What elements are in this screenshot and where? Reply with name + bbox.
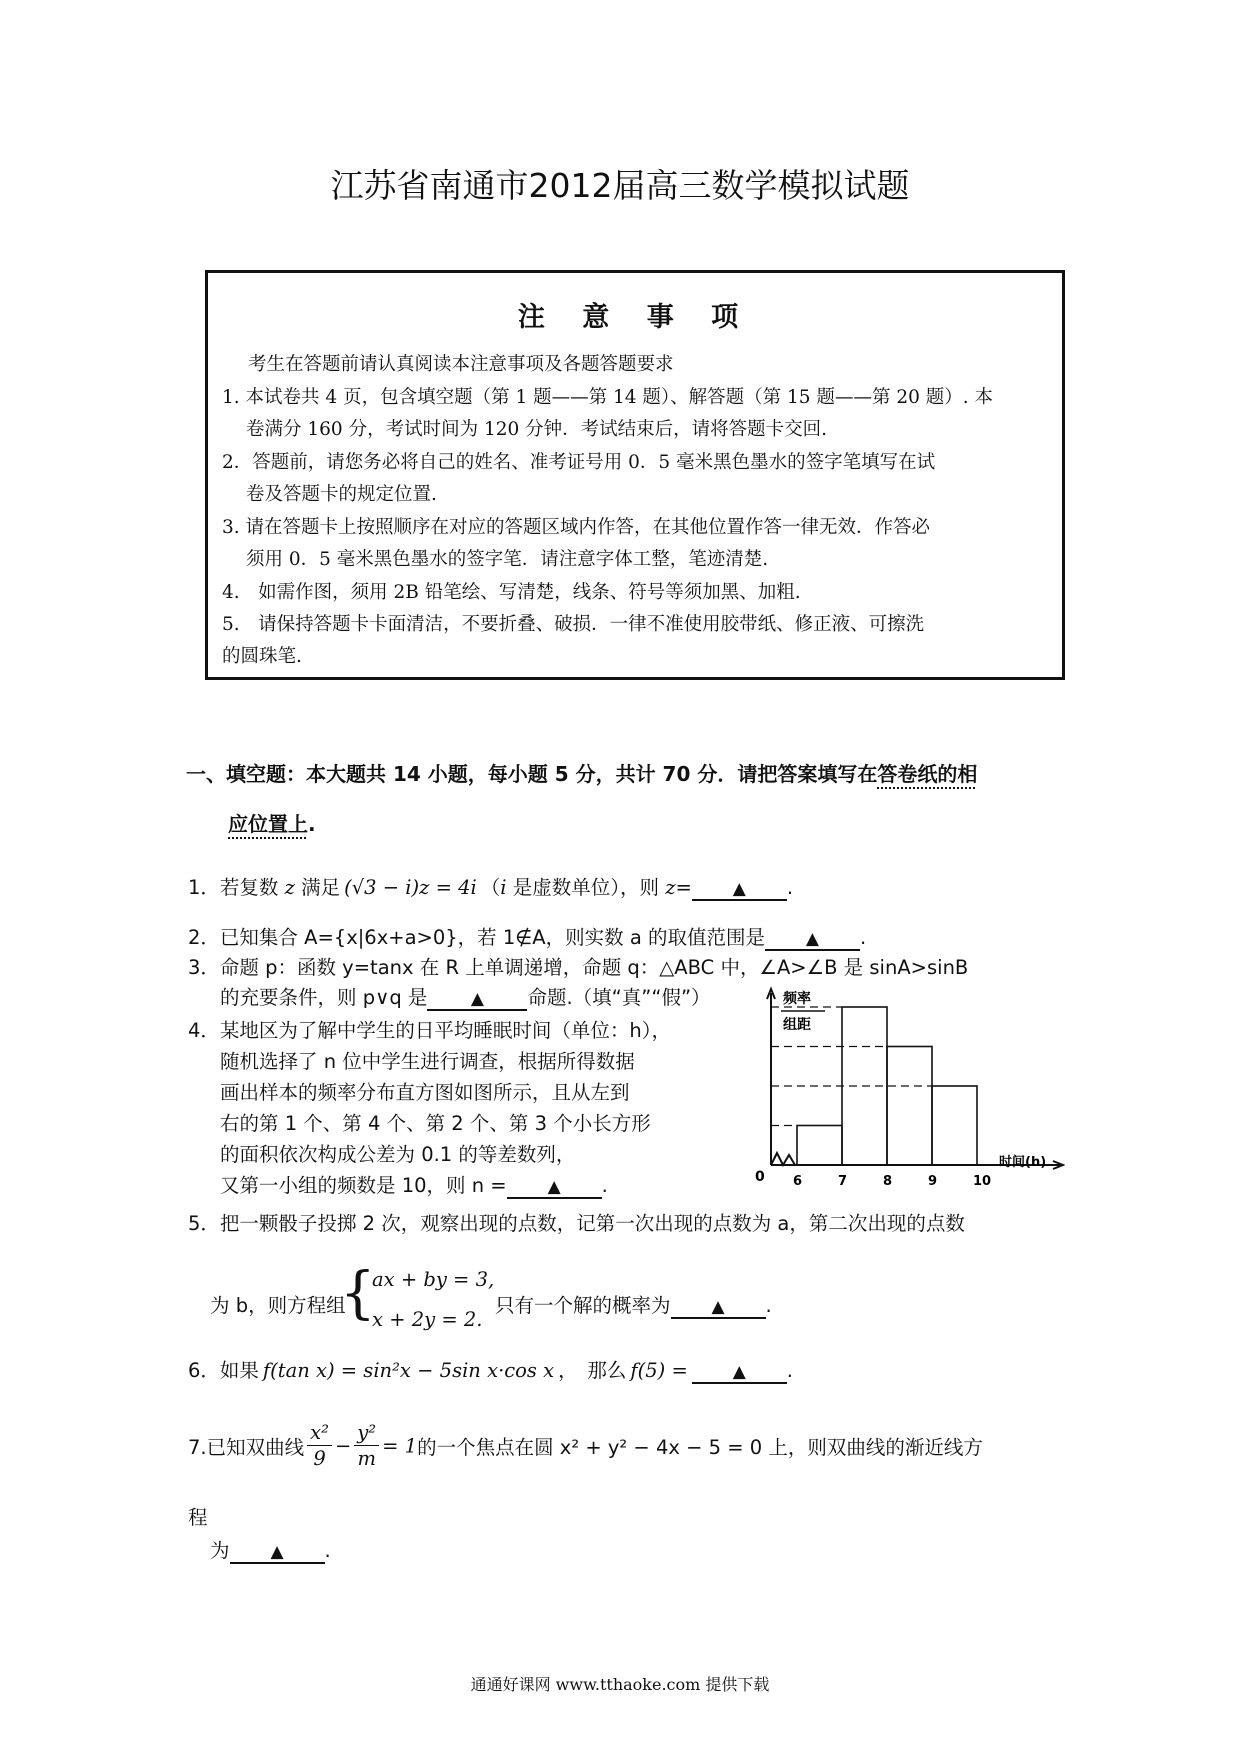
answer-blank[interactable]: [692, 1360, 787, 1384]
q5-eq1: ax + by = 3,: [372, 1268, 495, 1291]
histogram-ylabel-bottom: 组距: [783, 1017, 811, 1033]
q1-text: （: [480, 876, 501, 899]
q1-text: =: [675, 876, 692, 899]
triangle-icon: ▲: [470, 989, 484, 1009]
triangle-icon: ▲: [732, 1362, 746, 1382]
question-7-cont: [210, 1535, 331, 1564]
q1-end: .: [786, 876, 794, 899]
question-5: 5．把一颗骰子投掷 2 次，观察出现的点数，记第一次出现的点数为 a，第二次出现的点数: [188, 1212, 965, 1235]
triangle-icon: ▲: [711, 1297, 725, 1317]
notice-line: 5. 请保持答题卡卡面清洁，不要折叠、破损．一律不准使用胶带纸、修正液、可擦洗: [222, 614, 925, 635]
section-emphasis: 答卷纸的相: [877, 762, 978, 786]
q3-line2-end: 命题.（填“真”“假”）: [527, 986, 711, 1009]
notice-line: 1. 本试卷共 4 页，包含填空题（第 1 题——第 14 题）、解答题（第 15 题——第 20 题）. 本: [222, 387, 994, 408]
histogram-bar: [887, 1047, 932, 1166]
answer-blank[interactable]: [507, 1175, 602, 1199]
histogram-bar: [932, 1086, 977, 1165]
question-4-last: [220, 1170, 608, 1199]
histogram-origin: 0: [755, 1169, 765, 1185]
triangle-icon: ▲: [547, 1177, 561, 1197]
q7-line2: 程: [188, 1506, 208, 1529]
q5-pre: 为 b，则方程组: [210, 1294, 346, 1317]
q1-var: i: [500, 876, 507, 899]
q3-line1: 3．命题 p：函数 y=tanx 在 R 上单调递增，命题 q：△ABC 中，∠A>∠B 是 sinA>sinB: [188, 956, 969, 979]
fraction: [307, 1420, 332, 1472]
q4-line: 右的第 1 个、第 4 个、第 2 个、第 3 个小长方形: [220, 1112, 651, 1135]
answer-blank[interactable]: [427, 987, 527, 1011]
frequency-histogram: [735, 985, 1065, 1195]
histogram-bar: [797, 1126, 842, 1166]
fraction: [354, 1420, 379, 1472]
frac-den: m: [357, 1447, 376, 1471]
notice-line: 的圆珠笔.: [222, 646, 302, 667]
question-2: [188, 922, 866, 951]
question-6: [188, 1355, 793, 1384]
section-heading-cont: [228, 808, 316, 837]
question-1: [188, 872, 793, 901]
q2-end: .: [859, 926, 867, 949]
q4-text: 又第一小组的频数是 10，则 n =: [220, 1174, 507, 1197]
notice-line: 须用 0．5 毫米黑色墨水的签字笔．请注意字体工整，笔迹清楚.: [246, 549, 769, 570]
triangle-icon: ▲: [805, 929, 819, 949]
q4-line: 的面积依次构成公差为 0.1 的等差数列，: [220, 1143, 576, 1166]
q7-post: 的一个焦点在圆 x² + y² − 4x − 5 = 0 上，则双曲线的渐近线方: [417, 1435, 983, 1459]
question-3-cont: [220, 982, 711, 1011]
notice-line: 卷满分 160 分，考试时间为 120 分钟．考试结束后，请将答题卡交回.: [246, 419, 828, 440]
section-heading: [186, 758, 977, 787]
x-tick-label: 9: [928, 1174, 938, 1189]
q5-post: 只有一个解的概率为: [495, 1294, 671, 1317]
notice-line: 卷及答题卡的规定位置.: [246, 484, 437, 505]
frac-num: y²: [354, 1420, 379, 1446]
q1-var: z: [665, 876, 676, 899]
q7-end: .: [324, 1539, 331, 1562]
section-heading-text: 一、填空题：本大题共 14 小题，每小题 5 分，共计 70 分．请把答案填写在: [186, 762, 878, 786]
answer-blank[interactable]: [765, 927, 860, 951]
question-3: [188, 952, 968, 980]
frac-den: 9: [313, 1447, 326, 1471]
notice-line: 考生在答题前请认真阅读本注意事项及各题答题要求: [248, 354, 674, 375]
notice-line: 3. 请在答题卡上按照顺序在对应的答题区域内作答，在其他位置作答一律无效．作答必: [222, 517, 931, 538]
histogram-ylabel-top: 频率: [783, 991, 811, 1007]
x-tick-label: 7: [838, 1174, 848, 1189]
answer-blank[interactable]: [671, 1295, 766, 1319]
triangle-icon: ▲: [270, 1542, 284, 1562]
q1-text: 1．若复数: [188, 876, 285, 899]
q5-eq2: x + 2y = 2.: [372, 1308, 483, 1331]
axis-break-icon: [771, 1153, 795, 1165]
page-footer: 通通好课网 www.tthaoke.com 提供下载: [470, 1675, 770, 1694]
x-tick-label: 8: [883, 1174, 893, 1189]
q1-text: 是虚数单位），则: [506, 876, 666, 899]
section-end: .: [308, 812, 316, 836]
q7-pre: 7.已知双曲线: [188, 1435, 305, 1459]
triangle-icon: ▲: [732, 879, 746, 899]
q6-pre: 6．如果: [188, 1359, 259, 1382]
q6-expr: f(tan x) = sin²x − 5sin x·cos x: [262, 1359, 555, 1382]
q4-line: 画出样本的频率分布直方图如图所示，且从左到: [220, 1081, 630, 1104]
q1-text: 满足: [294, 876, 341, 899]
q6-mid: ， 那么: [558, 1359, 627, 1382]
q1-expr: (√3 − i)z = 4i: [344, 876, 477, 899]
answer-blank[interactable]: [692, 877, 787, 901]
notice-line: 4. 如需作图，须用 2B 铅笔绘、写清楚，线条、符号等须加黑、加粗.: [222, 582, 801, 603]
x-tick-label: 10: [973, 1174, 992, 1189]
x-tick-label: 6: [793, 1174, 803, 1189]
q7-line3: 为: [210, 1539, 230, 1562]
q5-post-wrap: [495, 1290, 772, 1319]
histogram-xlabel: 时间(h): [999, 1155, 1047, 1170]
section-emphasis: 应位置上: [228, 812, 308, 836]
q4-line: 随机选择了 n 位中学生进行调查，根据所得数据: [220, 1050, 635, 1073]
page-title: 江苏省南通市2012届高三数学模拟试题: [330, 166, 910, 205]
notice-box: [205, 270, 1065, 680]
frac-num: x²: [307, 1420, 332, 1446]
question-7: [188, 1420, 983, 1472]
q5-end: .: [765, 1294, 772, 1317]
q4-line: 4．某地区为了解中学生的日平均睡眠时间（单位：h），: [188, 1019, 672, 1042]
q1-var: z: [284, 876, 295, 899]
q7-op: = 1: [382, 1434, 418, 1458]
notice-heading: 注 意 事 项: [517, 302, 753, 333]
q7-op: −: [334, 1434, 352, 1458]
q2-text: 2．已知集合 A={x|6x+a>0}，若 1∉A，则实数 a 的取值范围是: [188, 926, 765, 949]
q6-expr2: f(5) =: [630, 1359, 688, 1382]
answer-blank[interactable]: [230, 1540, 325, 1564]
notice-line: 2．答题前，请您务必将自己的姓名、准考证号用 0．5 毫米黑色墨水的签字笔填写在试: [222, 452, 936, 473]
q4-end: .: [601, 1174, 608, 1197]
brace-icon: {: [340, 1261, 376, 1326]
q6-end: .: [786, 1359, 793, 1382]
q3-line2: 的充要条件，则 p∨q 是: [220, 986, 428, 1009]
